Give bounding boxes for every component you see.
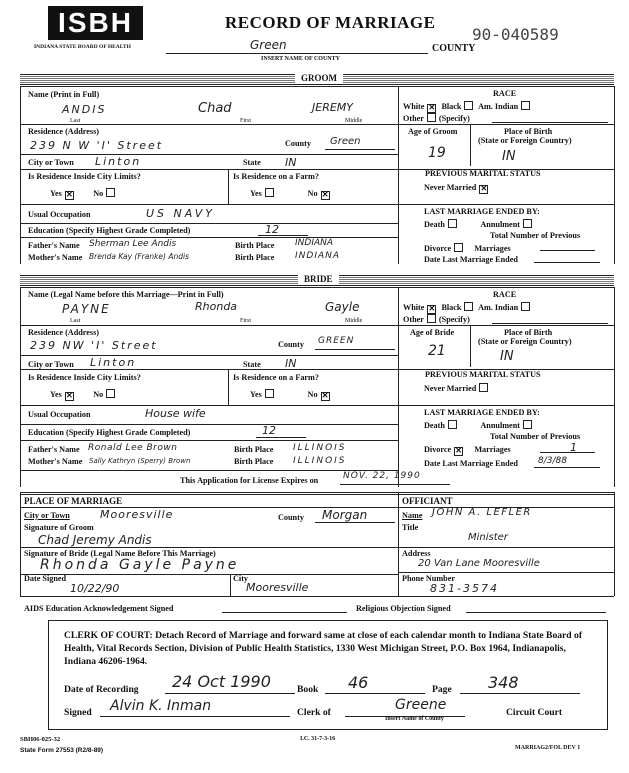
- bride-farm-label: Is Residence on a Farm?: [233, 373, 319, 382]
- bride-city: Linton: [90, 356, 137, 369]
- bride-occupation-label: Usual Occupation: [28, 410, 91, 419]
- bride-address: 239 NW 'I' Street: [30, 339, 158, 352]
- groom-prev-status-label: PREVIOUS MARITAL STATUS: [425, 169, 541, 178]
- groom-father-bp: INDIANA: [295, 238, 334, 248]
- city2: Mooresville: [246, 581, 309, 594]
- city2-label: City: [233, 574, 249, 583]
- bride-age-label: Age of Bride: [410, 328, 455, 337]
- bride-last: PAYNE: [62, 302, 111, 316]
- page-label: Page: [432, 684, 452, 695]
- bride-total-prev: Total Number of Previous: [490, 432, 581, 441]
- bride-father-label: Father's Name: [28, 445, 80, 454]
- officiant-address-label: Address: [402, 549, 431, 558]
- record-number: 90-040589: [472, 25, 559, 44]
- ic-code: I.C. 31-7-3-16: [300, 736, 336, 742]
- groom-middle: JEREMY: [312, 101, 353, 114]
- groom-farm-options: Yes No ✕: [250, 189, 329, 199]
- bride-race-label: RACE: [493, 290, 517, 299]
- groom-education-label: Education (Specify Highest Grade Completed): [28, 226, 191, 235]
- groom-race-other: Other (Specify): [403, 114, 470, 123]
- groom-date-last-label: Date Last Marriage Ended: [424, 255, 518, 264]
- groom-father-label: Father's Name: [28, 241, 80, 250]
- footer-right-code: MARRIAG2/FOL DEV 1: [515, 745, 581, 751]
- bride-inside-city-options: Yes ✕ No: [50, 389, 118, 401]
- officiant-label: OFFICIANT: [402, 496, 453, 506]
- groom-county: Green: [330, 136, 361, 147]
- sig-bride-label: Signature of Bride (Legal Name Before This Marriage): [24, 549, 216, 558]
- circuit-court-label: Circuit Court: [506, 707, 563, 718]
- bride-first: Rhonda: [195, 300, 238, 313]
- groom-age-label: Age of Groom: [408, 127, 458, 136]
- sig-bride: Rhonda Gayle Payne: [40, 557, 240, 573]
- sig-groom-label: Signature of Groom: [24, 523, 94, 532]
- bride-mother-bp: ILLINOIS: [293, 456, 347, 466]
- bride-race-row: White ✕ Black Am. Indian: [403, 302, 533, 314]
- groom-education: 12: [265, 223, 279, 236]
- bride-section-bar: BRIDE: [20, 275, 614, 286]
- officiant-phone: 831-3574: [430, 582, 499, 595]
- bride-county-label: County: [278, 340, 304, 349]
- clerk-instructions: CLERK OF COURT: Detach Record of Marriage and forward same at close of each calendar month to Indiana State Board of Health, Vital Records Section, Division of Public Health Statistics, 1330 West Michigan Street, P.O. Box 1964, Indianapolis, Indiana 46206-1964.: [64, 630, 583, 667]
- groom-mother-bp: INDIANA: [295, 251, 341, 261]
- bride-last-marriage-label: LAST MARRIAGE ENDED BY:: [424, 408, 540, 417]
- bride-date-last-label: Date Last Marriage Ended: [424, 459, 518, 468]
- officiant-name: JOHN A. LEFLER: [432, 507, 532, 518]
- groom-race-row: White ✕ Black Am. Indian: [403, 101, 533, 113]
- groom-middle-caption: Middle: [345, 118, 363, 124]
- bride-occupation: House wife: [145, 407, 206, 420]
- officiant-name-label: Name: [402, 511, 423, 520]
- bride-divorce-row: Divorce ✕ Marriages: [424, 445, 511, 455]
- bride-date-last: 8/3/88: [538, 456, 567, 466]
- ceremony-city: Mooresville: [100, 508, 174, 521]
- bride-mother-bp-label: Birth Place: [234, 457, 274, 466]
- book-label: Book: [297, 684, 319, 695]
- bride-death-annulment: Death Annulment: [424, 420, 535, 430]
- bride-birthplace: IN: [500, 349, 514, 364]
- header-county-value: Green: [250, 38, 287, 52]
- bride-last-caption: Last: [70, 318, 81, 324]
- groom-race-label: RACE: [493, 89, 517, 98]
- groom-last: ANDIS: [62, 103, 107, 116]
- groom-birthplace-label: Place of Birth: [504, 127, 553, 136]
- bride-father: Ronald Lee Brown: [88, 443, 178, 453]
- ceremony-county: Morgan: [322, 508, 368, 522]
- bride-birthplace-sub: (State or Foreign Country): [478, 337, 572, 346]
- groom-state-label: State: [243, 158, 261, 167]
- groom-never-married: Never Married ✕: [424, 183, 488, 193]
- bride-farm-options: Yes No ✕: [250, 390, 329, 400]
- bride-residence-label: Residence (Address): [28, 328, 100, 337]
- groom-section-bar: GROOM: [20, 74, 614, 85]
- signed-label: Signed: [64, 707, 92, 718]
- bride-prev-status-label: PREVIOUS MARITAL STATUS: [425, 370, 541, 379]
- bride-father-bp: ILLINOIS: [293, 443, 347, 453]
- clerk-of-county: Greene: [395, 697, 447, 713]
- bride-never-married: Never Married: [424, 383, 491, 393]
- officiant-title: Minister: [468, 532, 508, 543]
- religious-label: Religious Objection Signed: [356, 604, 451, 613]
- bride-mother-label: Mother's Name: [28, 457, 83, 466]
- groom-city: Linton: [95, 155, 142, 168]
- groom-state: IN: [285, 156, 297, 169]
- bride-birthplace-label: Place of Birth: [504, 328, 553, 337]
- groom-last-caption: Last: [70, 118, 81, 124]
- groom-inside-city-options: Yes ✕ No: [50, 188, 118, 200]
- page-value: 348: [488, 673, 519, 692]
- bride-inside-city-label: Is Residence Inside City Limits?: [28, 373, 141, 382]
- header-county-caption: INSERT NAME OF COUNTY: [261, 56, 340, 62]
- groom-county-label: County: [285, 139, 311, 148]
- book-value: 46: [348, 673, 369, 692]
- form-number: SBH06-025-32: [20, 736, 61, 743]
- bride-first-caption: First: [240, 318, 252, 324]
- groom-divorce-row: Divorce Marriages: [424, 244, 511, 253]
- sig-groom: Chad Jeremy Andis: [38, 533, 152, 547]
- bride-education: 12: [262, 424, 276, 437]
- bride-education-label: Education (Specify Highest Grade Completed): [28, 428, 191, 437]
- isbh-logo: ISBH: [48, 6, 143, 40]
- ceremony-county-label: County: [278, 513, 304, 522]
- bride-state-label: State: [243, 360, 261, 369]
- aids-label: AIDS Education Acknowledgement Signed: [24, 604, 174, 613]
- bride-state: IN: [285, 357, 297, 370]
- header-county-label: COUNTY: [432, 43, 476, 54]
- agency-subtitle: INDIANA STATE BOARD OF HEALTH: [34, 44, 131, 50]
- groom-first: Chad: [198, 101, 232, 116]
- groom-farm-label: Is Residence on a Farm?: [233, 172, 319, 181]
- date-signed-label: Date Signed: [24, 574, 67, 583]
- groom-inside-city-label: Is Residence Inside City Limits?: [28, 172, 141, 181]
- bride-middle-caption: Middle: [345, 318, 363, 324]
- groom-age: 19: [428, 145, 446, 161]
- bride-name-label: Name (Legal Name before this Marriage—Print in Full): [28, 290, 224, 299]
- ceremony-city-label: City or Town: [24, 511, 70, 520]
- groom-city-label: City or Town: [28, 158, 74, 167]
- insert-county-caption: Insert Name of County: [385, 716, 444, 722]
- groom-occupation-label: Usual Occupation: [28, 210, 91, 219]
- groom-total-prev: Total Number of Previous: [490, 231, 581, 240]
- groom-father: Sherman Lee Andis: [89, 239, 177, 249]
- bride-father-bp-label: Birth Place: [234, 445, 274, 454]
- groom-residence-label: Residence (Address): [28, 127, 100, 136]
- groom-address: 239 N W 'I' Street: [30, 139, 164, 152]
- clerk-of-label: Clerk of: [297, 707, 331, 718]
- place-of-marriage-label: PLACE OF MARRIAGE: [24, 496, 123, 506]
- groom-first-caption: First: [240, 118, 252, 124]
- groom-name-label: Name (Print in Full): [28, 90, 100, 99]
- recording-date: 24 Oct 1990: [172, 672, 271, 691]
- bride-mother: Sally Kathryn (Sperry) Brown: [89, 457, 191, 465]
- bride-county: GREEN: [318, 336, 355, 346]
- bride-marriages-count: 1: [570, 441, 577, 454]
- state-form: State Form 27553 (R2/8-89): [20, 747, 104, 754]
- groom-birthplace-sub: (State or Foreign Country): [478, 136, 572, 145]
- groom-mother: Brenda Kay (Franke) Andis: [89, 252, 189, 261]
- groom-mother-label: Mother's Name: [28, 253, 83, 262]
- officiant-title-label: Title: [402, 523, 419, 532]
- groom-birthplace: IN: [502, 149, 516, 164]
- groom-mother-bp-label: Birth Place: [235, 253, 275, 262]
- date-signed: 10/22/90: [70, 582, 120, 595]
- bride-age: 21: [428, 343, 446, 359]
- officiant-phone-label: Phone Number: [402, 574, 455, 583]
- bride-city-label: City or Town: [28, 360, 74, 369]
- form-title: RECORD OF MARRIAGE: [225, 13, 436, 32]
- bride-expires: NOV. 22, 1990: [343, 471, 421, 481]
- groom-death-annulment: Death Annulment: [424, 219, 535, 229]
- officiant-address: 20 Van Lane Mooresville: [418, 558, 540, 569]
- bride-race-other: Other (Specify): [403, 315, 470, 324]
- bride-middle: Gayle: [325, 300, 360, 314]
- recording-label: Date of Recording: [64, 684, 139, 695]
- groom-last-marriage-label: LAST MARRIAGE ENDED BY:: [424, 207, 540, 216]
- groom-occupation: US NAVY: [146, 207, 215, 220]
- groom-father-bp-label: Birth Place: [235, 241, 275, 250]
- clerk-signature: Alvin K. Inman: [110, 698, 212, 714]
- bride-expires-label: This Application for License Expires on: [180, 476, 319, 485]
